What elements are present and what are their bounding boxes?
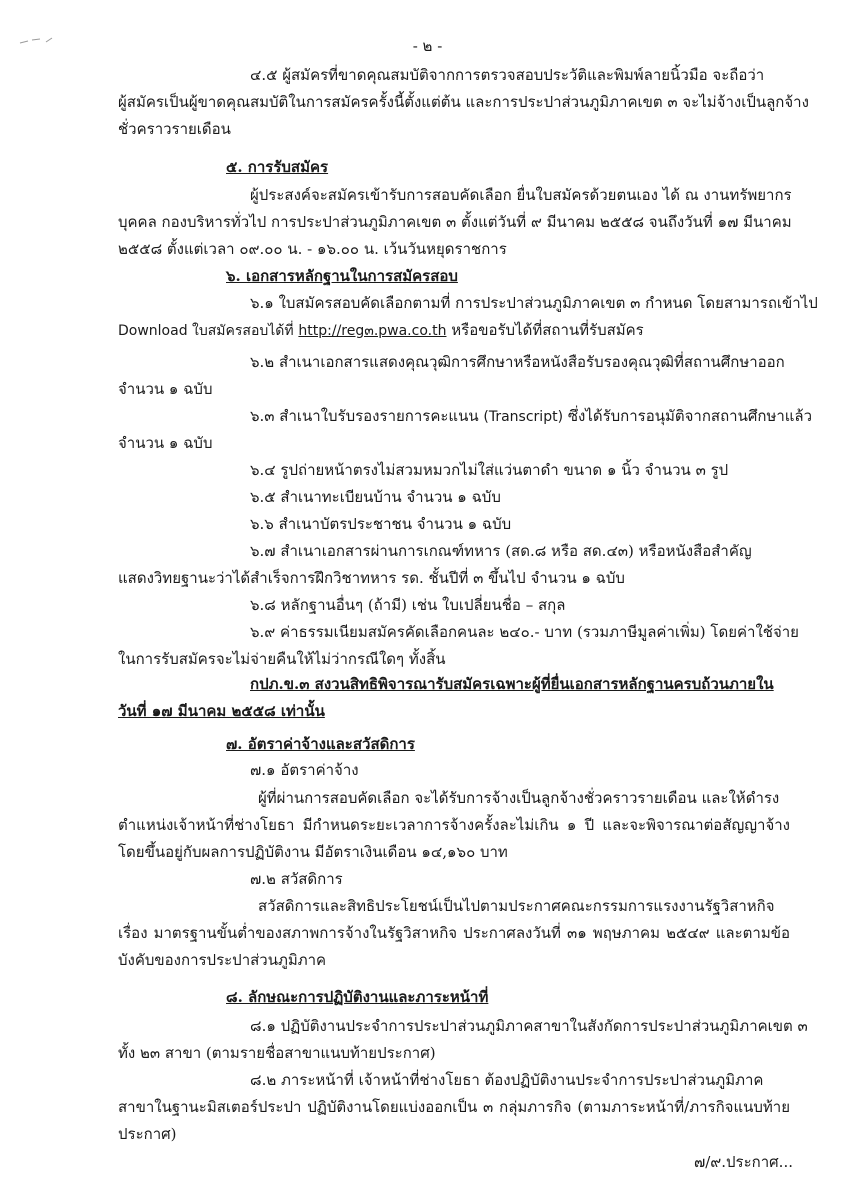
s6-item-4: ๖.๔ รูปถ่ายหน้าตรงไม่สวมหมวกไม่ใส่แว่นตาดำ ขนาด ๑ นิ้ว จำนวน ๓ รูป [250,461,729,479]
download-text: Download ใบสมัครสอบได้ที่ [118,323,294,339]
s8-item-1-line-1: ๘.๑ ปฏิบัติงานประจำการประปาส่วนภูมิภาคสาขาในสังกัดการประปาส่วนภูมิภาคเขต ๓ [250,1017,808,1035]
s6-item-1-line-2 [118,318,644,343]
s5-line-2: บุคคล กองบริหารทั่วไป การประปาส่วนภูมิภาคเขต ๓ ตั้งแต่วันที่ ๙ มีนาคม ๒๕๕๘ จนถึงวันที่ ๑๗ มีนาคม [118,213,792,231]
s6-item-3-line-1 [250,404,812,429]
notice-line-1: กปภ.ข.๓ สงวนสิทธิพิจารณารับสมัครเฉพาะผู้ที่ยื่นเอกสารหลักฐานครบถ้วนภายใน [250,675,774,693]
s5-line-3: ๒๕๕๘ ตั้งแต่เวลา ๐๙.๐๐ น. - ๑๖.๐๐ น. เว้นวันหยุดราชการ [118,240,507,258]
s45-line-1: ๔.๕ ผู้สมัครที่ขาดคุณสมบัติจากการตรวจสอบประวัติและพิมพ์ลายนิ้วมือ จะถือว่า [250,66,765,84]
section-5-heading: ๕. การรับสมัคร [226,158,329,176]
s6-item-9-line-2: ในการรับสมัครจะไม่จ่ายคืนให้ไม่ว่ากรณีใดๆ ทั้งสิ้น [118,650,446,668]
transcript-text: (Transcript) [483,409,564,425]
s6-item-8: ๖.๘ หลักฐานอื่นๆ (ถ้ามี) เช่น ใบเปลี่ยนชื่อ – สกุล [250,596,566,614]
s8-item-2-line-2: สาขาในฐานะมิสเตอร์ประปา ปฏิบัติงานโดยแบ่งออกเป็น ๓ กลุ่มภารกิจ (ตามภาระหน้าที่/ภารกิจแนบท้าย [118,1098,790,1116]
s6-item-1-line-1: ๖.๑ ใบสมัครสอบคัดเลือกตามที่ การประปาส่วนภูมิภาคเขต ๓ กำหนด โดยสามารถเข้าไป [250,294,818,312]
s6-item-7-line-2: แสดงวิทยฐานะว่าได้สำเร็จการฝึกวิชาทหาร รด. ชั้นปีที่ ๓ ขึ้นไป จำนวน ๑ ฉบับ [118,569,625,587]
s6-item-7-line-1: ๖.๗ สำเนาเอกสารผ่านการเกณฑ์ทหาร (สด.๘ หรือ สด.๔๓) หรือหนังสือสำคัญ [250,542,752,560]
s7-sub-2: ๗.๒ สวัสดิการ [250,870,343,888]
s45-line-2: ผู้สมัครเป็นผู้ขาดคุณสมบัติในการสมัครครั้งนี้ตั้งแต่ต้น และการประปาส่วนภูมิภาคเขต ๓ จะไม่จ้างเป็นลูกจ้าง [118,93,809,111]
s7-p2-line-1: สวัสดิการและสิทธิประโยชน์เป็นไปตามประกาศคณะกรรมการแรงงานรัฐวิสาหกิจ [258,897,775,915]
s6-item-3-post: ซึ่งได้รับการอนุมัติจากสถานศึกษาแล้ว [567,407,813,425]
registration-url-link[interactable]: http://reg๓.pwa.co.th [298,323,447,339]
section-7-heading: ๗. อัตราค่าจ้างและสวัสดิการ [226,735,415,753]
s7-sub-1: ๗.๑ อัตราค่าจ้าง [250,761,359,779]
s8-item-1-line-2: ทั้ง ๒๓ สาขา (ตามรายชื่อสาขาแนบท้ายประกาศ) [118,1044,436,1062]
s45-line-3: ชั่วคราวรายเดือน [118,120,231,138]
s8-item-2-line-1: ๘.๒ ภาระหน้าที่ เจ้าหน้าที่ช่างโยธา ต้องปฏิบัติงานประจำการประปาส่วนภูมิภาค [250,1071,764,1089]
download-text-post: หรือขอรับได้ที่สถานที่รับสมัคร [451,321,644,339]
s6-item-2-line-2: จำนวน ๑ ฉบับ [118,380,213,398]
s8-item-2-line-3: ประกาศ) [118,1125,177,1143]
s7-p1-line-2: ตำแหน่งเจ้าหน้าที่ช่างโยธา มีกำหนดระยะเวลาการจ้างครั้งละไม่เกิน ๑ ปี และจะพิจารณาต่อสัญญาจ้าง [118,816,790,834]
s6-item-2-line-1: ๖.๒ สำเนาเอกสารแสดงคุณวุฒิการศึกษาหรือหนังสือรับรองคุณวุฒิที่สถานศึกษาออก [250,353,785,371]
s7-p2-line-3: บังคับของการประปาส่วนภูมิภาค [118,951,327,969]
notice-line-2: วันที่ ๑๗ มีนาคม ๒๕๕๘ เท่านั้น [118,702,325,720]
s6-item-6: ๖.๖ สำเนาบัตรประชาชน จำนวน ๑ ฉบับ [250,515,512,533]
section-8-heading: ๘. ลักษณะการปฏิบัติงานและภาระหน้าที่ [226,988,489,1006]
s6-item-3-line-2: จำนวน ๑ ฉบับ [118,434,213,452]
s7-p1-line-1: ผู้ที่ผ่านการสอบคัดเลือก จะได้รับการจ้างเป็นลูกจ้างชั่วคราวรายเดือน และให้ดำรง [258,789,780,807]
s6-item-9-line-1: ๖.๙ ค่าธรรมเนียมสมัครคัดเลือกคนละ ๒๔๐.- บาท (รวมภาษีมูลค่าเพิ่ม) โดยค่าใช้จ่าย [250,623,799,641]
s5-line-1: ผู้ประสงค์จะสมัครเข้ารับการสอบคัดเลือก ยื่นใบสมัครด้วยตนเอง ได้ ณ งานทรัพยากร [250,186,792,204]
s6-item-3-pre: ๖.๓ สำเนาใบรับรองรายการคะแนน [250,407,479,425]
s7-p1-line-3: โดยขึ้นอยู่กับผลการปฏิบัติงาน มีอัตราเงินเดือน ๑๔,๑๖๐ บาท [118,843,508,861]
s7-p2-line-2: เรื่อง มาตรฐานขั้นต่ำของสภาพการจ้างในรัฐวิสาหกิจ ประกาศลงวันที่ ๓๑ พฤษภาคม ๒๕๔๙ และตามข้อ [118,924,790,942]
s6-item-5: ๖.๕ สำเนาทะเบียนบ้าน จำนวน ๑ ฉบับ [250,488,501,506]
section-6-heading: ๖. เอกสารหลักฐานในการสมัครสอบ [226,267,458,285]
continuation-footer: ๗/๙.ประกาศ... [693,1153,793,1171]
page-number: - ๒ - [412,37,443,55]
